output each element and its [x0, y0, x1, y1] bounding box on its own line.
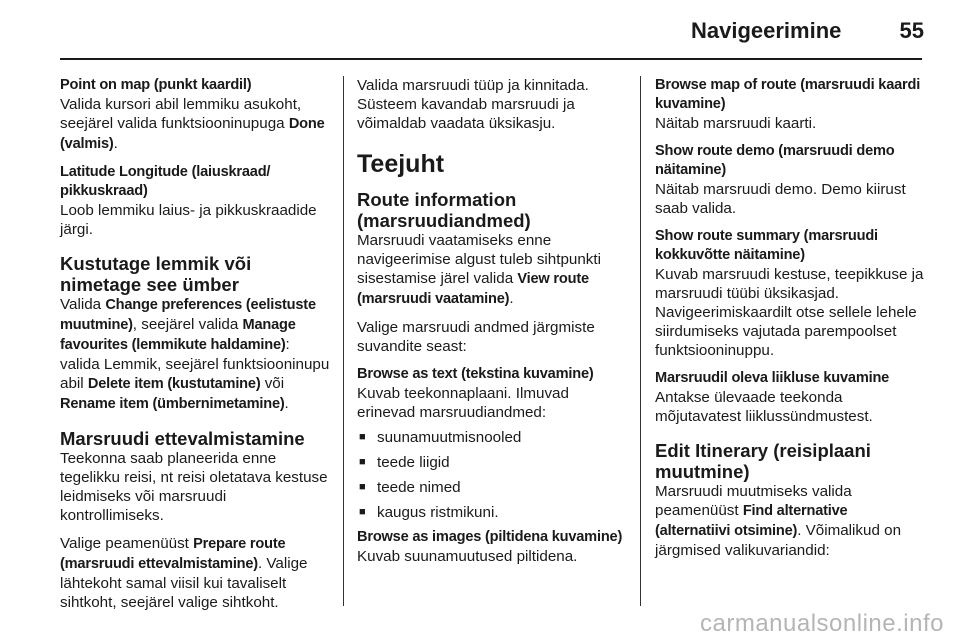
- route-summary-body: Kuvab marsruudi kestuse, teepikkuse ja marsruudi tüübi üksikasjad. Navigeerimiskaardilt otse sellele lehele siirdumiseks vajutada parempoolset funktsiooninuppu.: [655, 266, 924, 359]
- column-3: [655, 76, 925, 569]
- k-bold-2: Manage favourites (lemmikute haldamine): [60, 317, 296, 353]
- column-2: [357, 76, 623, 575]
- page-header: [0, 18, 924, 48]
- m-bold-1: Prepare route (marsruudi ettevalmistamine): [60, 536, 286, 572]
- heading-marsruudi: Marsruudi ettevalmistamine: [60, 428, 305, 449]
- browse-map-section: [655, 76, 925, 133]
- lat-long-text: Loob lemmiku laius- ja pikkuskraadide järgi.: [60, 202, 317, 238]
- ri-bold-1: View route (marsruudi vaatamine): [357, 271, 589, 307]
- traffic-section: [655, 369, 925, 426]
- point-on-map-title: Point on map (punkt kaardil): [60, 77, 252, 93]
- k-text-3: : valida Lemmik, seejärel funktsiooninupu abil: [60, 336, 330, 392]
- watermark: carmanualsonline.info: [700, 610, 944, 637]
- route-demo-title: Show route demo (marsruudi demo näitamine): [655, 143, 895, 178]
- marsruudi-text-2: [60, 534, 330, 612]
- m-text-1: Valige peamenüüst: [60, 535, 194, 552]
- k-text-1: Valida: [60, 296, 106, 313]
- page-number: 55: [899, 18, 924, 43]
- heading-teejuht: Teejuht: [357, 150, 445, 178]
- route-info-text-2: Valige marsruudi andmed järgmiste suvandite seast:: [357, 319, 595, 355]
- list-item: ■ teede liigid: [357, 453, 623, 472]
- lat-long-section: [60, 163, 330, 239]
- heading-route-info: Route information (marsruudiandmed): [357, 189, 531, 231]
- list-item: ■ kaugus ristmikuni.: [357, 503, 623, 522]
- column-divider-1: [343, 76, 344, 606]
- header-rule: [60, 58, 922, 60]
- edit-itinerary-text: [655, 482, 925, 560]
- intro-text: Valida marsruudi tüüp ja kinnitada. Süsteem kavandab marsruudi ja võimaldab vaadata üksikasju.: [357, 77, 589, 132]
- heading-kustutage: Kustutage lemmik või nimetage see ümber: [60, 253, 252, 295]
- list-item: ■ teede nimed: [357, 478, 623, 497]
- marsruudi-text: Teekonna saab planeerida enne tegelikku reisi, nt reisi oletatava kestuse leidmiseks või marsruudi kontrollimiseks.: [60, 450, 328, 524]
- k-text-2: , seejärel valida: [132, 316, 243, 333]
- point-on-map-section: Point on map (punkt kaardil) Valida kursori abil lemmiku asukoht, seejärel valida funktsiooninupuga Done (valmis).: [60, 76, 330, 154]
- traffic-title: Marsruudil oleva liikluse kuvamine: [655, 370, 890, 386]
- kustutage-text: Valida Change preferences (eelistuste muutmine), seejärel valida Manage favourites (lemmikute haldamine): valida Lemmik, seejärel funktsiooninupu abil Delete item (kustutamine) või Rename item (ümbernimetamine).: [60, 296, 330, 412]
- route-summary-title: Show route summary (marsruudi kokkuvõtte näitamine): [655, 228, 878, 263]
- browse-text-body: Kuvab teekonnaplaani. Ilmuvad erinevad marsruudiandmed:: [357, 385, 569, 421]
- e-text-2: . Võimalikud on järgmised valikuvariandid:: [655, 522, 902, 559]
- route-demo-section: [655, 142, 925, 218]
- e-text-1: Marsruudi muutmiseks valida peamenüüst: [655, 483, 852, 519]
- k-bold-3: Delete item (kustutamine): [87, 376, 261, 392]
- column-1: [60, 76, 330, 621]
- k-text-4: või: [260, 375, 285, 392]
- m-text-2: . Valige lähtekoht samal viisil kui tavaliselt sihtkoht, seejärel valige sihtkoht.: [60, 555, 308, 611]
- browse-map-title: Browse map of route (marsruudi kaardi kuvamine): [655, 77, 921, 112]
- lat-long-title: Latitude Longitude (laiuskraad/ pikkuskraad): [60, 164, 271, 199]
- browse-images-title: Browse as images (piltidena kuvamine): [357, 529, 623, 545]
- browse-images-section: [357, 528, 623, 566]
- browse-map-body: Näitab marsruudi kaarti.: [655, 115, 817, 132]
- done-label: Done (valmis): [60, 116, 325, 152]
- point-on-map-text: Valida kursori abil lemmiku asukoht, seejärel valida funktsiooninupuga: [60, 96, 302, 132]
- bullet-list: [357, 428, 623, 522]
- column-divider-2: [640, 76, 641, 606]
- route-summary-section: [655, 227, 925, 360]
- route-info-text: Marsruudi vaatamiseks enne navigeerimise algust tuleb sihtpunkti sisestamise järel valida View route (marsruudi vaatamine).: [357, 232, 601, 307]
- k-bold-1: Change preferences (eelistuste muutmine): [60, 297, 316, 333]
- route-demo-body: Näitab marsruudi demo. Demo kiirust saab valida.: [655, 181, 906, 217]
- ri-text-1: Marsruudi vaatamiseks enne navigeerimise algust tuleb sihtpunkti sisestamise järel valida: [357, 232, 601, 287]
- traffic-body: Antakse ülevaade teekonda mõjutavatest liiklussündmustest.: [655, 389, 873, 425]
- browse-text-title: Browse as text (tekstina kuvamine): [357, 366, 594, 382]
- k-bold-4: Rename item (ümbernimetamine): [60, 396, 285, 412]
- browse-text-section: [357, 365, 623, 422]
- heading-edit-itinerary: Edit Itinerary (reisiplaani muutmine): [655, 440, 871, 482]
- header-title: Navigeerimine: [690, 18, 842, 43]
- e-bold-1: Find alternative (alternatiivi otsimine): [655, 503, 848, 539]
- browse-images-body: Kuvab suunamuutused piltidena.: [357, 548, 578, 565]
- list-item: ■ suunamuutmisnooled: [357, 428, 623, 447]
